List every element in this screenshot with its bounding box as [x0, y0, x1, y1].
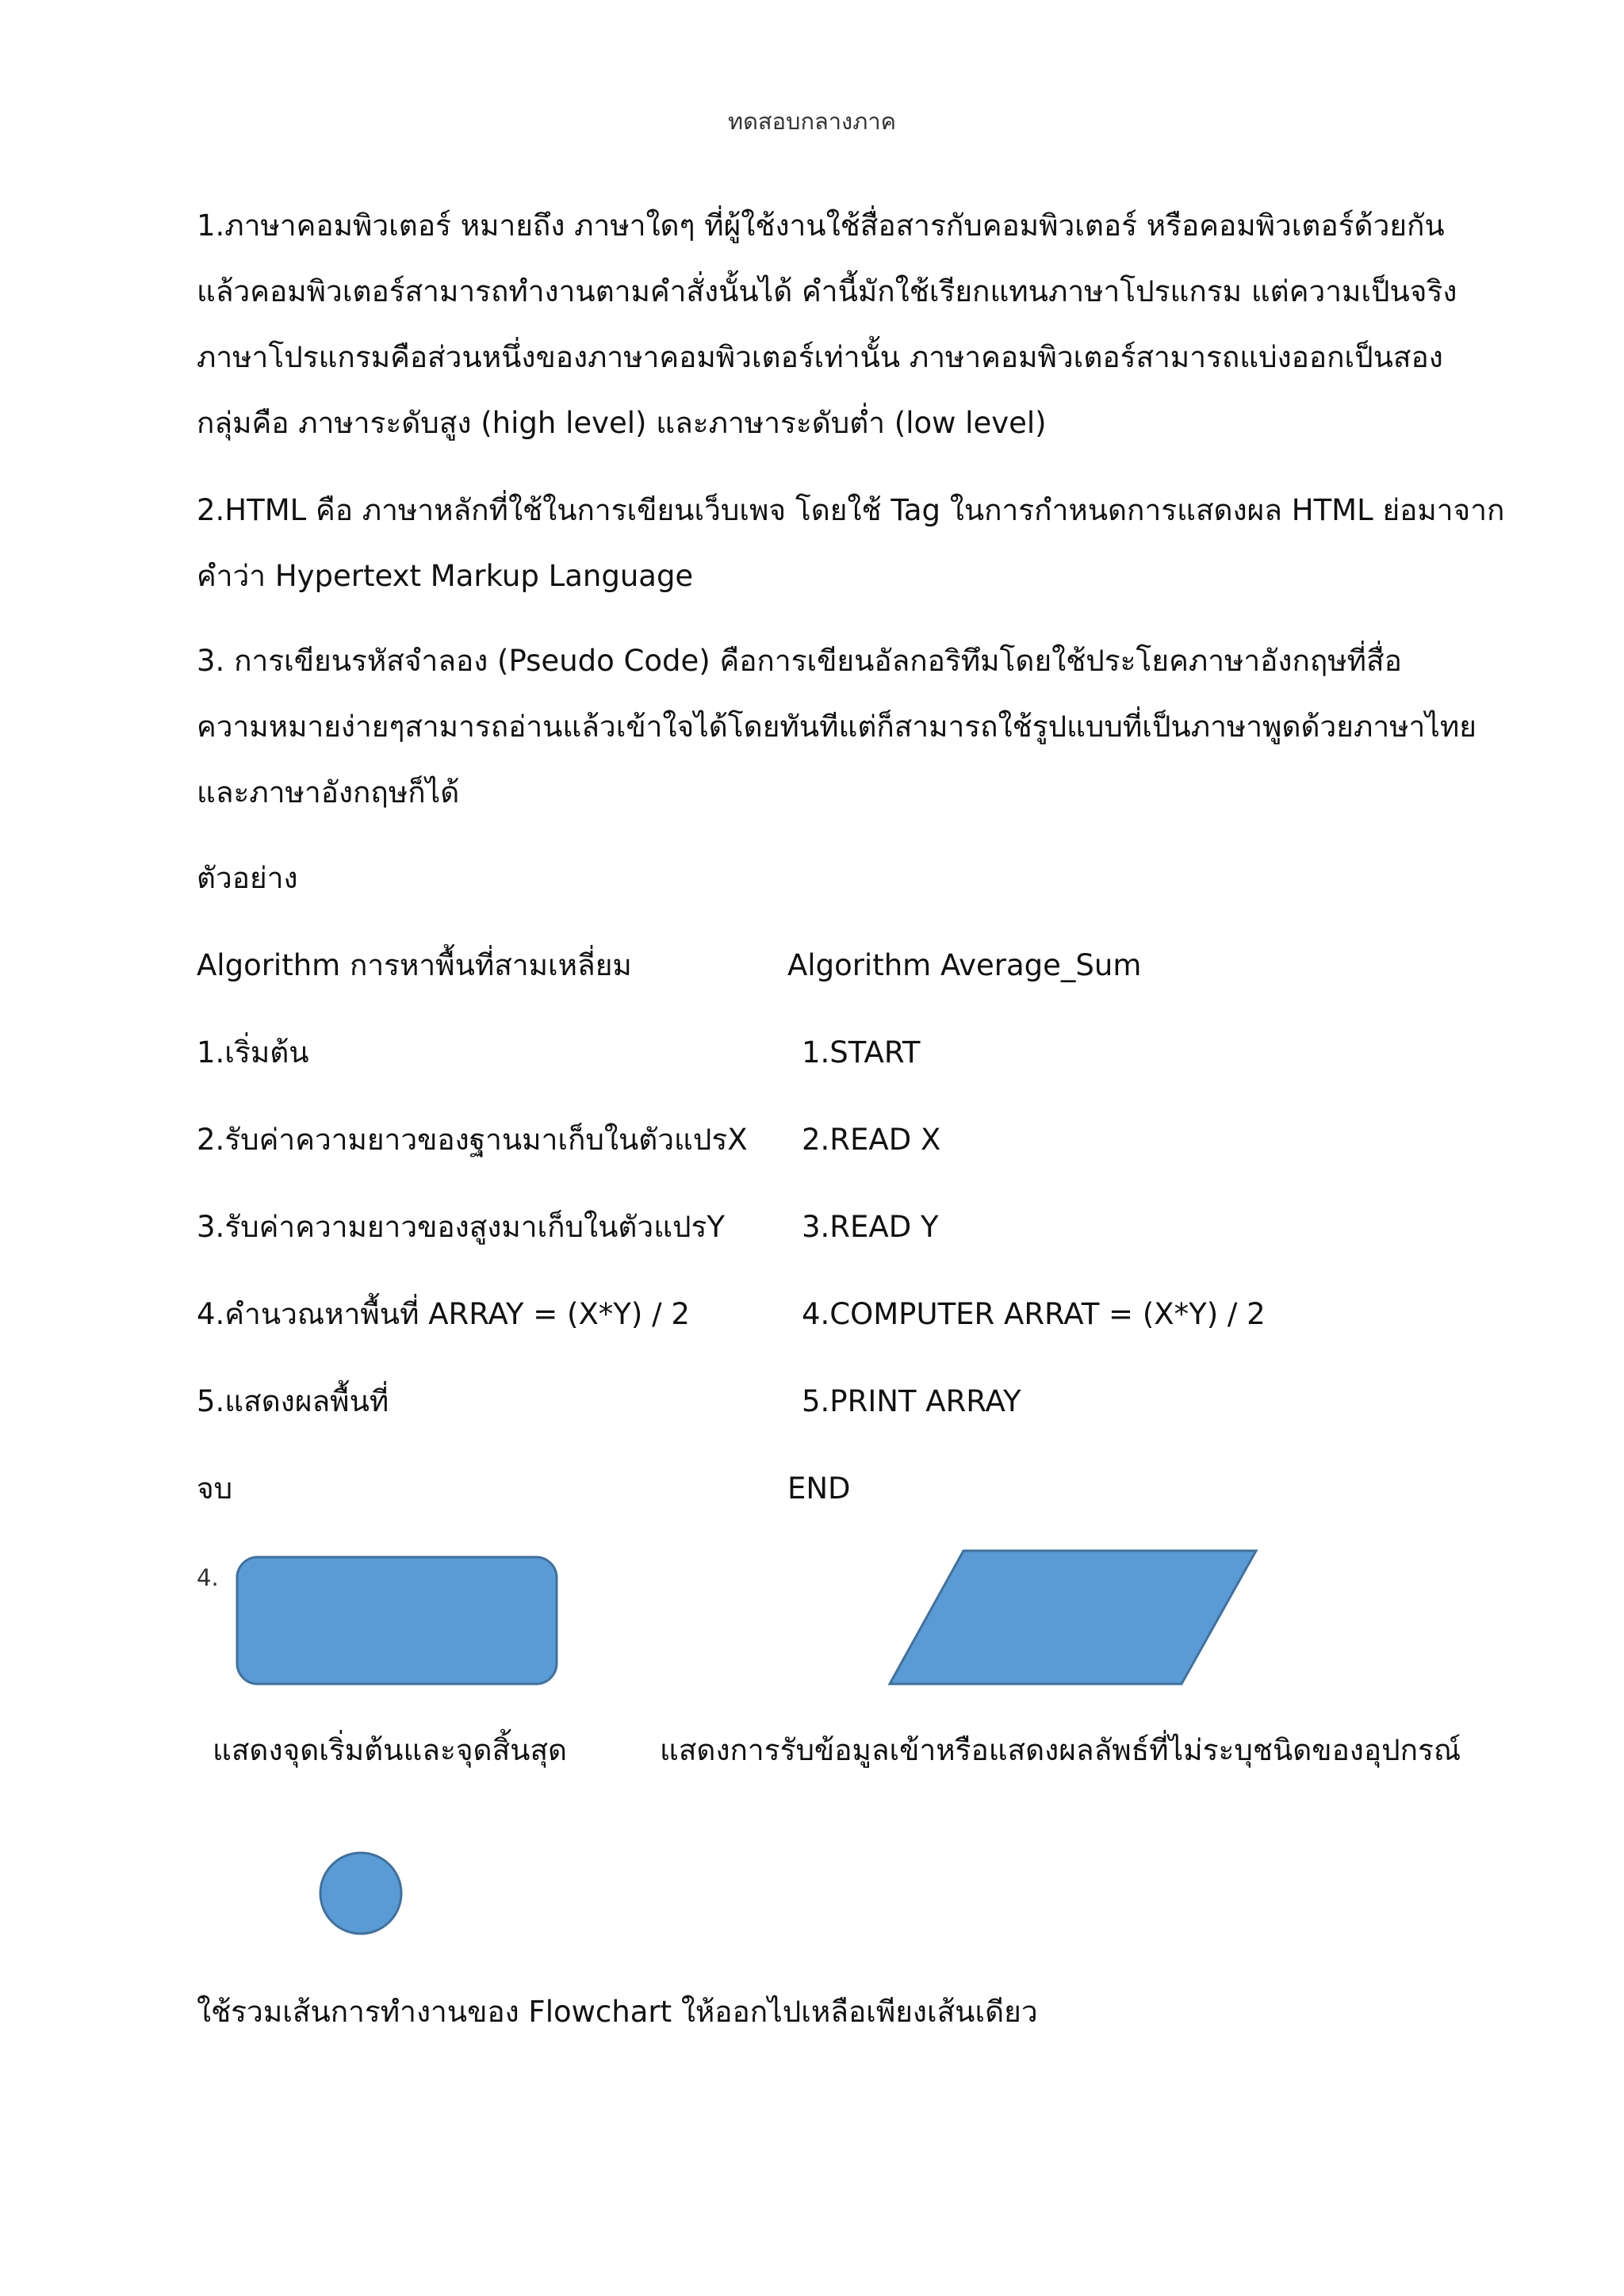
question-2-line: คำว่า Hypertext Markup Language: [197, 559, 694, 593]
algorithm-right-title: Algorithm Average_Sum: [787, 948, 1142, 982]
question-4-number: 4.: [197, 1564, 219, 1591]
input-output-symbol: [890, 1551, 1256, 1684]
algorithm-right-step: 2.READ X: [802, 1123, 941, 1157]
algorithm-right-step: 1.START: [802, 1035, 921, 1070]
example-label: ตัวอย่าง: [197, 861, 298, 895]
question-3-line: ความหมายง่ายๆสามารถอ่านแล้วเข้าใจได้โดยทันทีแต่ก็สามารถใช้รูปแบบที่เป็นภาษาพูดด้วยภาษาไทย: [197, 710, 1477, 744]
connector-symbol: [320, 1853, 401, 1934]
example-label-row: [197, 855, 1434, 902]
algorithm-left-step: 1.เริ่มต้น: [197, 1035, 309, 1070]
question-2-paragraph: [197, 477, 1505, 609]
page-header: ทดสอบกลางภาค: [727, 108, 897, 135]
terminal-symbol: [237, 1557, 557, 1684]
algorithm-right-step: 3.READ Y: [802, 1210, 939, 1244]
question-1-paragraph: [197, 193, 1457, 456]
question-3-line: และภาษาอังกฤษก็ได้: [197, 775, 460, 809]
algorithm-row: [197, 1291, 1434, 1338]
question-3-line: 3. การเขียนรหัสจำลอง (Pseudo Code) คือการเขียนอัลกอริทึมโดยใช้ประโยคภาษาอังกฤษที่สื่อ: [197, 644, 1402, 678]
algorithm-right-step: 5.PRINT ARRAY: [802, 1384, 1021, 1418]
algorithm-row: [197, 1029, 1434, 1077]
input-output-symbol-label: แสดงการรับข้อมูลเข้าหรือแสดงผลลัพธ์ที่ไม่ระบุชนิดของอุปกรณ์: [660, 1733, 1461, 1767]
terminal-symbol-label: แสดงจุดเริ่มต้นและจุดสิ้นสุด: [213, 1733, 568, 1767]
algorithm-row: [197, 1203, 1434, 1251]
algorithm-row: [197, 1116, 1434, 1164]
question-1-line: แล้วคอมพิวเตอร์สามารถทำงานตามคำสั่งนั้นได้ คำนี้มักใช้เรียกแทนภาษาโปรแกรม แต่ความเป็นจริง: [197, 274, 1457, 308]
question-2-line: 2.HTML คือ ภาษาหลักที่ใช้ในการเขียนเว็บเพจ โดยใช้ Tag ในการกำหนดการแสดงผล HTML ย่อมาจาก: [197, 493, 1505, 527]
algorithm-left-end: จบ: [197, 1471, 233, 1506]
connector-symbol-label: ใช้รวมเส้นการทำงานของ Flowchart ให้ออกไปเหลือเพียงเส้นเดียว: [197, 1995, 1038, 2029]
algorithm-left-step: 5.แสดงผลพื้นที่: [197, 1384, 389, 1418]
algorithm-right-step: 4.COMPUTER ARRAT = (X*Y) / 2: [802, 1297, 1266, 1331]
algorithm-right-end: END: [787, 1471, 851, 1506]
algorithm-left-step: 4.คำนวณหาพื้นที่ ARRAY = (X*Y) / 2: [197, 1297, 690, 1331]
question-1-line: ภาษาโปรแกรมคือส่วนหนึ่งของภาษาคอมพิวเตอร์เท่านั้น ภาษาคอมพิวเตอร์สามารถแบ่งออกเป็นสอง: [197, 340, 1443, 374]
question-1-line: กลุ่มคือ ภาษาระดับสูง (high level) และภาษาระดับต่ำ (low level): [197, 406, 1047, 440]
algorithm-row: [197, 1378, 1434, 1425]
algorithm-row: [197, 942, 1434, 989]
algorithm-left-step: 3.รับค่าความยาวของสูงมาเก็บในตัวแปรY: [197, 1210, 726, 1244]
algorithm-left-title: Algorithm การหาพื้นที่สามเหลี่ยม: [197, 948, 632, 982]
algorithm-left-step: 2.รับค่าความยาวของฐานมาเก็บในตัวแปรX: [197, 1123, 748, 1157]
question-1-line: 1.ภาษาคอมพิวเตอร์ หมายถึง ภาษาใดๆ ที่ผู้ใช้งานใช้สื่อสารกับคอมพิวเตอร์ หรือคอมพิวเตอร์ด้วยกัน: [197, 209, 1445, 243]
algorithm-row: [197, 1465, 1434, 1513]
question-3-paragraph: [197, 628, 1477, 825]
